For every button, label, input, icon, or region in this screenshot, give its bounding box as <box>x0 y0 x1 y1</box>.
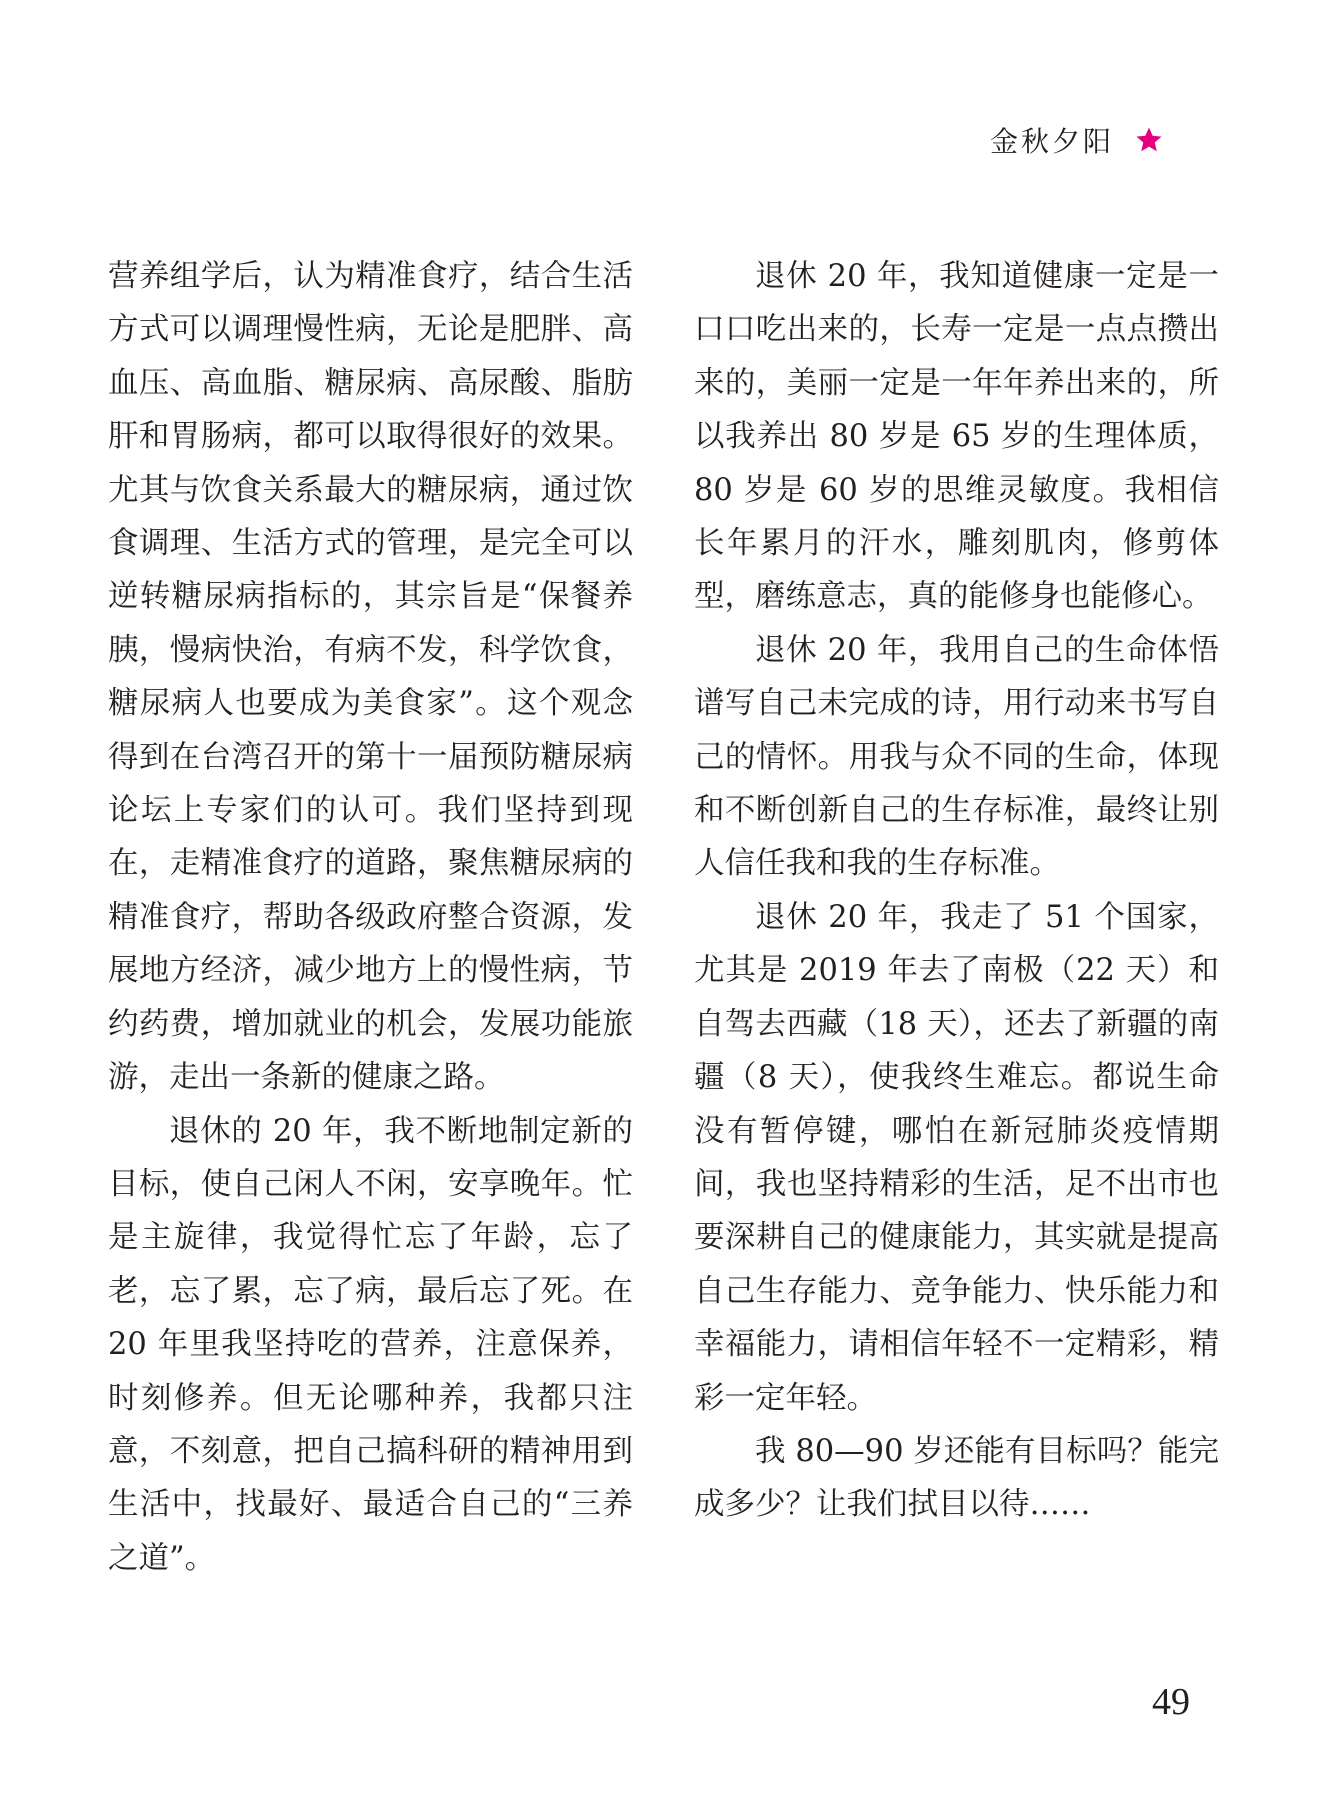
section-title: 金秋夕阳 <box>990 125 1115 158</box>
page-number: 49 <box>1152 1681 1190 1723</box>
paragraph: 我 80—90 岁还能有目标吗？能完成多少？让我们拭目以待…… <box>694 1433 1219 1523</box>
running-header <box>990 120 1164 160</box>
right-column <box>694 250 1219 1532</box>
left-column <box>108 250 633 1585</box>
paragraph: 退休的 20 年，我不断地制定新的目标，使自己闲人不闲，安享晚年。忙是主旋律，我觉得忙忘了年龄，忘了老，忘了累，忘了病，最后忘了死。在 20 年里我坚持吃的营养，注意保养，时刻修养。但无论哪种养，我都只注意，不刻意，把自己搞科研的精神用到生活中，找最好、最适合自己的“三养之道”。 <box>108 1113 633 1576</box>
paragraph: 营养组学后，认为精准食疗，结合生活方式可以调理慢性病，无论是肥胖、高血压、高血脂、糖尿病、高尿酸、脂肪肝和胃肠病，都可以取得很好的效果。尤其与饮食关系最大的糖尿病，通过饮食调理、生活方式的管理，是完全可以逆转糖尿病指标的，其宗旨是“保餐养胰，慢病快治，有病不发，科学饮食，糖尿病人也要成为美食家”。这个观念得到在台湾召开的第十一届预防糖尿病论坛上专家们的认可。我们坚持到现在，走精准食疗的道路，聚焦糖尿病的精准食疗，帮助各级政府整合资源，发展地方经济，减少地方上的慢性病，节约药费，增加就业的机会，发展功能旅游，走出一条新的健康之路。 <box>108 259 633 1096</box>
paragraph: 退休 20 年，我知道健康一定是一口口吃出来的，长寿一定是一点点攒出来的，美丽一定是一年年养出来的，所以我养出 80 岁是 65 岁的生理体质，80 岁是 60 岁的思维灵敏度。我相信长年累月的汗水，雕刻肌肉，修剪体型，磨练意志，真的能修身也能修心。 <box>694 259 1219 615</box>
paragraph: 退休 20 年，我用自己的生命体悟谱写自己未完成的诗，用行动来书写自己的情怀。用我与众不同的生命，体现和不断创新自己的生存标准，最终让别人信任我和我的生存标准。 <box>694 632 1219 882</box>
star-icon <box>1134 125 1164 155</box>
paragraph: 退休 20 年，我走了 51 个国家，尤其是 2019 年去了南极（22 天）和自驾去西藏（18 天），还去了新疆的南疆（8 天），使我终生难忘。都说生命没有暂停键，哪怕在新冠肺炎疫情期间，我也坚持精彩的生活，足不出市也要深耕自己的健康能力，其实就是提高自己生存能力、竞争能力、快乐能力和幸福能力，请相信年轻不一定精彩，精彩一定年轻。 <box>694 899 1219 1416</box>
